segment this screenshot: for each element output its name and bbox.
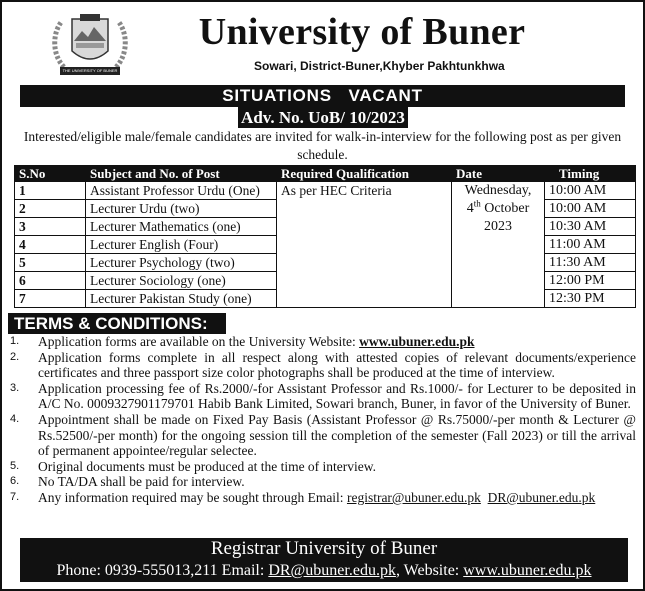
item-text: Application forms are available on the University Website:	[38, 334, 360, 349]
header-timing: Timing	[545, 166, 636, 182]
list-item	[8, 381, 636, 412]
intro-text: Interested/eligible male/female candidates are invited for walk-in-interview for the following post as per given schedule.	[23, 129, 622, 162]
item-number: 2.	[10, 350, 20, 363]
list-item	[8, 412, 636, 459]
row-subject: Lecturer Psychology (two)	[86, 254, 277, 272]
header-sno: S.No	[15, 166, 86, 182]
terms-list	[8, 334, 636, 506]
registrar-email-link[interactable]: registrar@ubuner.edu.pk	[346, 489, 481, 505]
date-num: 4	[466, 201, 474, 216]
row-time: 10:30 AM	[545, 218, 636, 236]
row-sno: 7	[15, 290, 86, 308]
item-number: 4.	[10, 412, 20, 425]
qualification-cell	[277, 182, 452, 308]
footer-phone: Phone: 0939-555013,211 Email:	[56, 562, 269, 579]
situations-vacant-banner: SITUATIONS VACANT	[20, 85, 625, 107]
date-line	[456, 200, 540, 218]
item-number: 6.	[10, 475, 20, 488]
date-day: Wednesday,	[464, 183, 532, 198]
row-sno: 6	[15, 272, 86, 290]
list-item	[8, 334, 636, 350]
date-sup: th	[473, 198, 481, 209]
list-item	[8, 490, 636, 506]
row-subject: Lecturer Pakistan Study (one)	[86, 290, 277, 308]
footer-registrar: Registrar University of Buner	[210, 538, 438, 559]
list-item	[8, 459, 636, 475]
row-sno: 4	[15, 236, 86, 254]
item-number: 7.	[10, 490, 20, 503]
row-time: 12:30 PM	[545, 290, 636, 308]
item-number: 1.	[10, 335, 20, 347]
item-number: 3.	[10, 381, 20, 394]
row-time: 10:00 AM	[545, 182, 636, 200]
date-year: 2023	[484, 219, 512, 234]
header-subject: Subject and No. of Post	[86, 166, 277, 182]
row-time: 11:30 AM	[545, 254, 636, 272]
footer-website-label: , Website:	[395, 562, 464, 579]
qualification-text: As per HEC Criteria	[281, 183, 392, 198]
row-sno: 1	[15, 182, 86, 200]
item-text: Application processing fee of Rs.2000/-for Assistant Professor and Rs.1000/- for Lecturer to be deposited in A/C No. 0009327901179701 Habib Bank Limited, Sowari branch, Buner, in favor of the University of Buner.	[38, 380, 636, 412]
table-header-row	[15, 166, 636, 182]
item-text: No TA/DA shall be paid for interview.	[38, 474, 245, 490]
dr-email-link[interactable]: DR@ubuner.edu.pk	[487, 489, 596, 505]
row-time: 12:00 PM	[545, 272, 636, 290]
row-time: 10:00 AM	[545, 200, 636, 218]
terms-heading: TERMS & CONDITIONS:	[8, 313, 226, 334]
footer-website-link[interactable]: www.ubuner.edu.pk	[463, 562, 592, 579]
date-cell	[452, 182, 545, 308]
item-number: 5.	[10, 459, 20, 472]
item-text: Application forms complete in all respect along with attested copies of relevant documents/experience certificates and three passport size color photographs shall be produced at the time of interview.	[38, 349, 636, 381]
row-time: 11:00 AM	[545, 236, 636, 254]
row-subject: Lecturer Sociology (one)	[86, 272, 277, 290]
row-subject: Lecturer Urdu (two)	[86, 200, 277, 218]
footer-banner	[20, 538, 628, 582]
posts-table	[14, 165, 636, 308]
row-sno: 2	[15, 200, 86, 218]
list-item	[8, 474, 636, 490]
header-qualification: Required Qualification	[277, 166, 452, 182]
row-subject: Lecturer Mathematics (one)	[86, 218, 277, 236]
university-address: Sowari, District-Buner,Khyber Pakhtunkhwa	[254, 59, 505, 73]
advertisement-number: Adv. No. UoB/ 10/2023	[238, 107, 408, 128]
footer-email-link[interactable]: DR@ubuner.edu.pk	[268, 562, 396, 579]
row-subject: Assistant Professor Urdu (One)	[86, 182, 277, 200]
header-date: Date	[452, 166, 545, 182]
item-text: Appointment shall be made on Fixed Pay Basis (Assistant Professor @ Rs.75000/-per month & Lecturer @ Rs.52500/-per month) for the ongoing session till the completion of the semester (Fall 2023) or till the arrival of permanent appointee/regular selectee.	[38, 411, 636, 459]
date-month: October	[480, 201, 530, 216]
table-row	[15, 182, 636, 200]
list-item	[8, 350, 636, 381]
item-text: Any information required may be sought through Email:	[38, 489, 347, 505]
page-title: University of Buner	[198, 11, 526, 53]
item-text: Original documents must be produced at the time of interview.	[38, 458, 377, 474]
row-subject: Lecturer English (Four)	[86, 236, 277, 254]
logo-label: THE UNIVERSITY OF BUNER	[62, 68, 118, 73]
row-sno: 3	[15, 218, 86, 236]
website-link[interactable]: www.ubuner.edu.pk	[359, 334, 475, 349]
row-sno: 5	[15, 254, 86, 272]
footer-contact	[20, 560, 628, 582]
